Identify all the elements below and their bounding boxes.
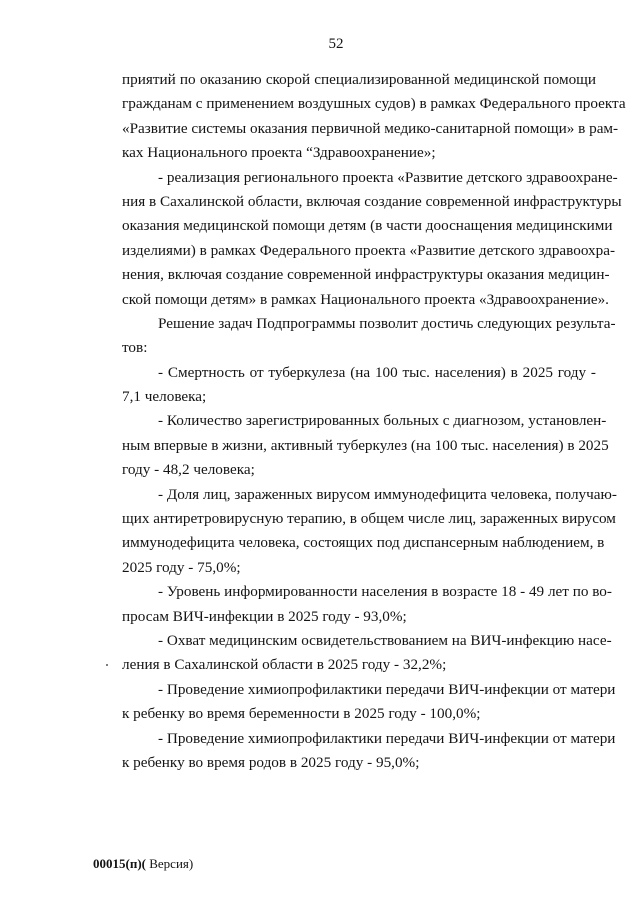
text-line: - Проведение химиопрофилактики передачи ВИЧ-инфекции от матери [158,729,616,747]
text-line: приятий по оказанию скорой специализированной медицинской помощи [122,71,596,88]
text-line: иммунодефицита человека, состоящих под диспансерным наблюдением, в [122,534,605,552]
text-line: ления в Сахалинской области в 2025 году - 32,2%; [122,656,447,674]
text-line: - Смертность от туберкулеза (на 100 тыс. населения) в 2025 году - [158,363,596,381]
footer-version-code [93,856,193,872]
text-line: ской помощи детям» в рамках Национального проекта «Здравоохранение». [122,290,609,308]
text-line: ках Национального проекта “Здравоохранение»; [122,144,436,162]
text-line: - Охват медицинским освидетельствованием на ВИЧ-инфекцию насе- [158,631,612,649]
text-line: - Доля лиц, зараженных вирусом иммунодефицита человека, получаю- [158,485,617,503]
text-line: просам ВИЧ-инфекции в 2025 году - 93,0%; [122,607,407,625]
scan-speck [106,664,108,666]
page-number: 52 [328,36,344,52]
text-line: изделиями) в рамках Федерального проекта «Развитие детского здравоохра- [122,241,616,259]
text-line: 7,1 человека; [122,388,207,406]
text-line: «Развитие системы оказания первичной медико-санитарной помощи» в рам- [122,119,619,137]
text-line: - Уровень информированности населения в возрасте 18 - 49 лет по во- [158,583,612,601]
text-line: нения, включая создание современной инфраструктуры оказания медицин- [122,266,610,284]
text-line: - Проведение химиопрофилактики передачи ВИЧ-инфекции от матери [158,680,616,698]
text-line: ным впервые в жизни, активный туберкулез (на 100 тыс. населения) в 2025 [122,436,609,454]
text-line: - Количество зарегистрированных больных с диагнозом, установлен- [158,412,607,430]
text-line: к ребенку во время родов в 2025 году - 95,0%; [122,753,420,771]
text-line: году - 48,2 человека; [122,461,255,479]
text-line: к ребенку во время беременности в 2025 году - 100,0%; [122,705,481,723]
text-line: ния в Сахалинской области, включая создание современной инфраструктуры [122,192,622,210]
text-line: оказания медицинской помощи детям (в части дооснащения медицинскими [122,217,613,235]
text-line: 2025 году - 75,0%; [122,558,241,576]
text-line: Решение задач Подпрограммы позволит достичь следующих результа- [158,314,616,332]
text-line: тов: [122,339,148,357]
text-line: - реализация регионального проекта «Развитие детского здравоохране- [158,168,618,186]
text-line: гражданам с применением воздушных судов) в рамках Федерального проекта [122,95,626,113]
text-line: щих антиретровирусную терапию, в общем числе лиц, зараженных вирусом [122,510,616,528]
body-text [122,68,626,775]
footer-code-suffix: Версия) [145,856,194,871]
footer-code-main: 00015(п)( [93,856,146,871]
